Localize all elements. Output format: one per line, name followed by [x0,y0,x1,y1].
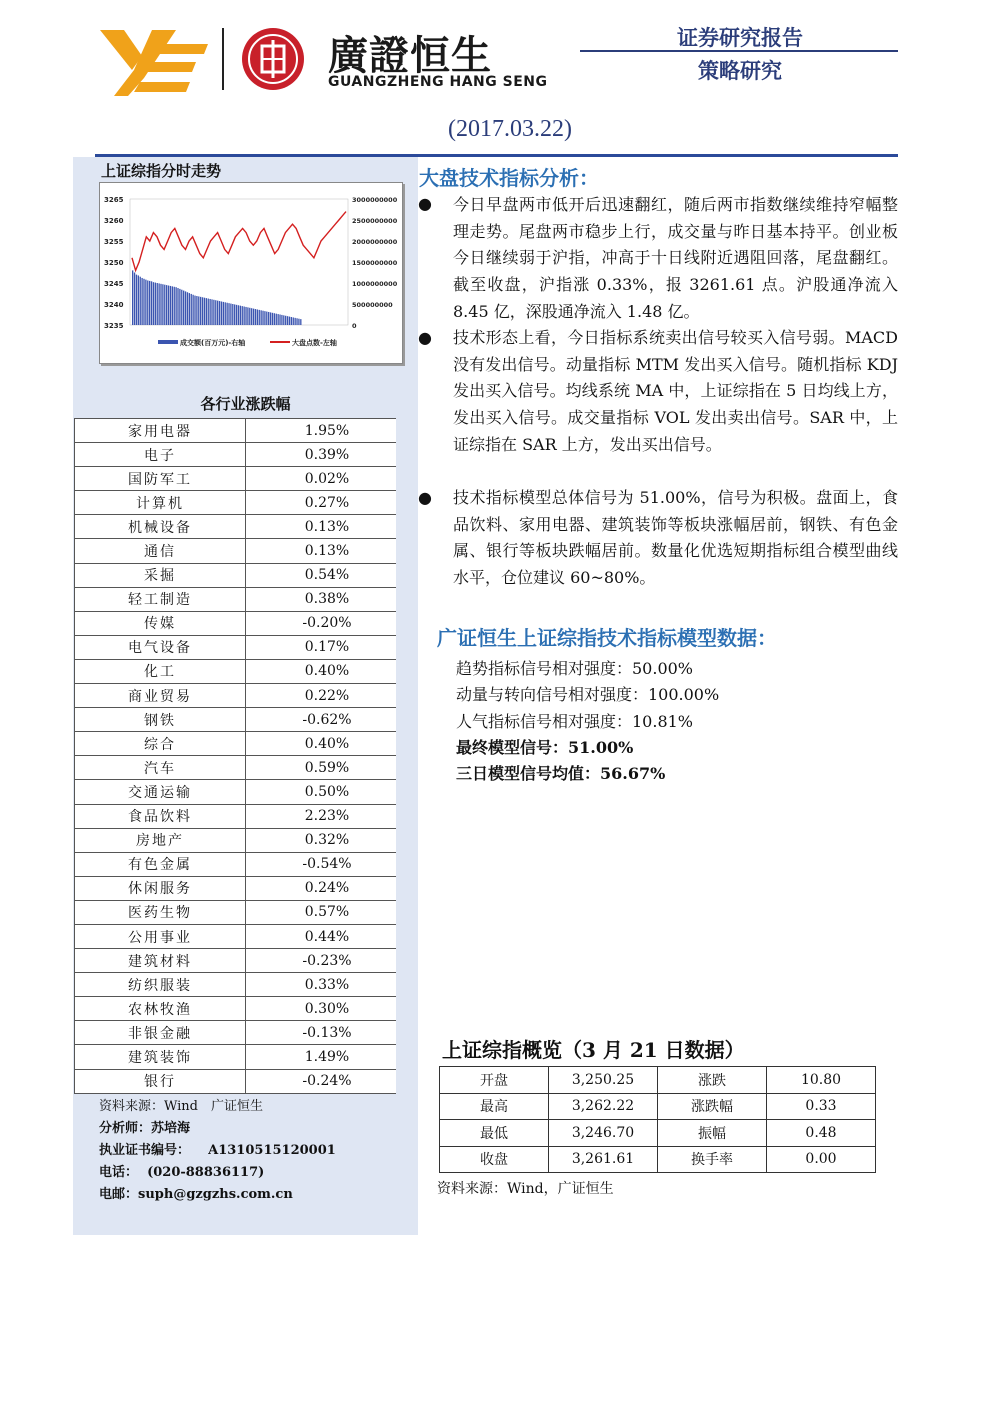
right-axis-tick-label: 0 [352,322,357,330]
table-row [75,1021,397,1045]
table-row [440,1146,876,1173]
left-source: 资料来源：Wind 广证恒生 [99,1099,263,1114]
volume-bar [283,315,284,325]
industry-change: -0.62% [246,708,397,732]
volume-bar [151,281,152,325]
report-subtype: 策略研究 [698,59,782,83]
right-source: 资料来源：Wind，广证恒生 [437,1181,614,1197]
table-row [75,563,397,587]
table-row [75,491,397,515]
industry-change: 0.30% [246,997,397,1021]
model-sentiment-strength: 人气指标信号相对强度：10.81% [456,712,694,731]
phone-line [99,1161,264,1180]
volume-bar [145,280,146,325]
cert-label: 执业证书编号： [99,1143,191,1158]
volume-bar [170,286,171,325]
table-row [75,852,397,876]
analysis-paragraph-1: 今日早盘两市低开后迅速翻红，随后两市指数继续维持窄幅整理走势。尾盘两市稳步上行，成交量与昨日基本持平。创业板今日继续弱于沪指，冲高于十日线附近遇阻回落，尾盘翻红。截至收盘，沪指涨 0.33%，报 3261.61 点。沪股通净流入 8.45 亿，深股通净流入 1.48 亿。 [453,195,898,321]
table-row [75,804,397,828]
overview-value: 0.00 [767,1146,876,1173]
volume-bar [289,317,290,325]
model-data-title: 广证恒生上证综指技术指标模型数据： [437,626,777,650]
volume-bar [238,305,239,325]
bullet-icon: ● [418,194,432,213]
analyst-line [99,1117,190,1136]
volume-bar [219,301,220,325]
industry-name: 通信 [75,539,246,563]
report-type: 证券研究报告 [677,26,803,50]
volume-bar [230,304,231,325]
email-label: 电邮： [99,1187,139,1202]
overview-value: 3,250.25 [549,1067,658,1094]
cert-line [99,1139,336,1158]
overview-value: 3,262.22 [549,1093,658,1120]
intraday-chart-svg [100,183,402,363]
left-axis-tick-label: 3250 [104,259,124,267]
volume-bar [259,310,260,325]
table-row [75,611,397,635]
volume-bar [274,313,275,325]
industry-change: 0.13% [246,515,397,539]
volume-bar [242,306,243,325]
volume-bar [189,293,190,325]
industry-change: 0.50% [246,780,397,804]
industry-change: -0.13% [246,1021,397,1045]
volume-bar [268,312,269,325]
model-momentum-strength: 动量与转向信号相对强度：100.00% [456,685,720,704]
left-axis-tick-label: 3245 [104,280,124,288]
phone-label: 电话： [99,1165,139,1180]
volume-bar [187,292,188,325]
overview-label: 换手率 [658,1146,767,1173]
overview-value: 0.48 [767,1120,876,1147]
table-row [75,708,397,732]
cert-number: A1310515120001 [208,1143,336,1158]
analyst-name: 苏培海 [151,1121,191,1136]
table-row [75,780,397,804]
volume-bar [147,280,148,325]
volume-bar [260,310,261,325]
volume-bar [277,314,278,325]
industry-name: 房地产 [75,828,246,852]
table-row [75,973,397,997]
table-row [75,900,397,924]
volume-bar [202,297,203,325]
industry-change: 1.49% [246,1045,397,1069]
right-axis-tick-label: 500000000 [352,301,393,309]
volume-bar [162,284,163,325]
volume-bar [225,302,226,325]
table-row [440,1067,876,1094]
industry-change: 0.44% [246,924,397,948]
industry-name: 综合 [75,732,246,756]
legend-volume-swatch [158,340,178,344]
industry-name: 电子 [75,443,246,467]
industry-name: 银行 [75,1069,246,1093]
overview-label: 收盘 [440,1146,549,1173]
volume-bar [158,283,159,325]
overview-title: 上证综指概览（3 月 21 日数据） [442,1038,745,1062]
volume-bar [206,298,207,325]
table-row [75,443,397,467]
overview-label: 涨跌 [658,1067,767,1094]
industry-change: 1.95% [246,419,397,443]
volume-bar [194,296,195,325]
overview-value: 0.33 [767,1093,876,1120]
phone-number: (020-88836117) [147,1165,265,1180]
table-row [75,467,397,491]
volume-bar [243,307,244,325]
volume-bar [255,309,256,325]
email-link[interactable]: suph@gzgzhs.com.cn [138,1187,293,1202]
analysis-paragraph-2: 技术形态上看，今日指标系统卖出信号较买入信号弱。MACD 没有发出信号。动量指标 MTM 发出买入信号。随机指标 KDJ 发出买入信号。均线系统 MA 中，上证综指在 5 日均线上方，发出买入信号。成交量指标 VOL 发出卖出信号。SAR 中，上证综指在 SAR 上方，发出买出信号。 [453,328,898,454]
volume-bar [221,301,222,325]
report-type-rule [580,50,898,52]
overview-label: 振幅 [658,1120,767,1147]
industry-change: 0.02% [246,467,397,491]
report-date: (2017.03.22) [448,116,572,142]
right-axis-tick-label: 3000000000 [352,196,398,204]
industry-name: 非银金融 [75,1021,246,1045]
left-axis-tick-label: 3265 [104,196,124,204]
volume-bar [296,318,297,325]
email-line [99,1183,293,1202]
volume-bar [132,270,133,325]
model-trend-strength: 趋势指标信号相对强度：50.00% [456,659,694,678]
volume-bar [183,291,184,325]
volume-bar [281,315,282,325]
volume-bar [136,275,137,325]
brand-name-cn: 廣證恒生 [328,33,492,79]
volume-bar [143,279,144,325]
table-row [75,1045,397,1069]
volume-bar [157,283,158,325]
table-row [75,587,397,611]
volume-bar [236,305,237,325]
volume-bar [266,312,267,325]
industry-change: 2.23% [246,804,397,828]
volume-bar [185,291,186,325]
table-row [75,659,397,683]
volume-bar [211,299,212,325]
left-axis-tick-label: 3260 [104,217,124,225]
overview-label: 开盘 [440,1067,549,1094]
industry-name: 商业贸易 [75,684,246,708]
industry-change: -0.24% [246,1069,397,1093]
volume-bar [247,307,248,325]
industry-name: 传媒 [75,611,246,635]
industry-name: 公用事业 [75,924,246,948]
intraday-chart [99,182,403,364]
seal-logo-icon [240,26,306,92]
table-row [75,924,397,948]
brand-name-en: GUANGZHENG HANG SENG [328,74,548,90]
left-axis-tick-label: 3255 [104,238,124,246]
volume-bar [153,282,154,325]
table-row [75,828,397,852]
table-row [75,515,397,539]
table-row [440,1093,876,1120]
overview-label: 涨跌幅 [658,1093,767,1120]
chart-title: 上证综指分时走势 [101,162,222,180]
volume-bar [177,288,178,325]
right-axis-tick-label: 2000000000 [352,238,398,246]
volume-bar [208,299,209,325]
volume-bar [276,314,277,325]
industry-name: 有色金属 [75,852,246,876]
industry-name: 计算机 [75,491,246,515]
volume-bar [234,304,235,325]
industry-change: 0.24% [246,876,397,900]
volume-bar [291,317,292,325]
industry-name: 家用电器 [75,419,246,443]
industry-name: 电气设备 [75,635,246,659]
analysis-paragraph-3: 技术指标模型总体信号为 51.00%，信号为积极。盘面上，食品饮料、家用电器、建筑装饰等板块涨幅居前，钢铁、有色金属、银行等板块跌幅居前。数量化优选短期指标组合模型曲线水平，仓位建议 60~80%。 [453,488,898,588]
volume-bar [196,296,197,325]
logo-divider [222,28,224,90]
industry-change: 0.32% [246,828,397,852]
table-row [75,949,397,973]
model-final-signal: 最终模型信号：51.00% [456,738,634,757]
table-row [75,539,397,563]
volume-bar [257,309,258,325]
table-row [75,997,397,1021]
ye-logo-icon [100,26,210,96]
volume-bar [168,286,169,325]
industry-name: 机械设备 [75,515,246,539]
volume-bar [172,286,173,325]
volume-bar [204,298,205,325]
volume-bar [240,306,241,325]
volume-bar [198,296,199,325]
volume-bar [232,304,233,325]
table-row [75,684,397,708]
bullet-icon: ● [418,488,432,507]
industry-name: 国防军工 [75,467,246,491]
volume-bar [264,311,265,325]
industry-change: 0.38% [246,587,397,611]
bullet-icon: ● [418,328,432,347]
overview-value: 3,261.61 [549,1146,658,1173]
volume-bar [213,300,214,325]
table-row [75,635,397,659]
volume-bar [217,301,218,325]
volume-bar [262,311,263,325]
overview-label: 最低 [440,1120,549,1147]
volume-bar [192,295,193,325]
industry-change: 0.40% [246,659,397,683]
industry-name: 交通运输 [75,780,246,804]
volume-bar [200,297,201,325]
industry-name: 建筑装饰 [75,1045,246,1069]
model-three-day-avg: 三日模型信号均值：56.67% [456,764,666,783]
volume-bar [293,317,294,325]
volume-bar [279,315,280,326]
left-axis-tick-label: 3235 [104,322,124,330]
table-row [440,1120,876,1147]
industry-change: 0.33% [246,973,397,997]
industry-name: 医药生物 [75,900,246,924]
industry-change: -0.20% [246,611,397,635]
industry-change: -0.23% [246,949,397,973]
volume-bar [249,308,250,325]
volume-bar [134,273,135,326]
table-row [75,756,397,780]
industry-name: 纺织服装 [75,973,246,997]
industry-table [74,418,396,1094]
volume-bar [175,287,176,325]
volume-bar [298,319,299,325]
volume-bar [166,285,167,325]
industry-change: 0.27% [246,491,397,515]
volume-bar [226,303,227,325]
left-axis-tick-label: 3240 [104,301,124,309]
volume-bar [160,284,161,325]
table-row [75,419,397,443]
overview-label: 最高 [440,1093,549,1120]
industry-change: 0.40% [246,732,397,756]
industry-change: 0.22% [246,684,397,708]
volume-bar [285,316,286,325]
volume-bar [270,312,271,325]
volume-bar [138,275,139,325]
overview-value: 10.80 [767,1067,876,1094]
overview-table [439,1066,876,1173]
volume-bar [140,277,141,325]
volume-bar [164,285,165,325]
volume-bar [228,303,229,325]
legend-index-label: 大盘点数-左轴 [292,339,337,347]
volume-bar [294,318,295,325]
industry-change: 0.54% [246,563,397,587]
volume-bar [272,313,273,325]
right-axis-tick-label: 1500000000 [352,259,398,267]
industry-name: 采掘 [75,563,246,587]
industry-name: 轻工制造 [75,587,246,611]
volume-bar [245,307,246,325]
analyst-label: 分析师： [99,1121,152,1136]
industry-change: -0.54% [246,852,397,876]
industry-change: 0.39% [246,443,397,467]
volume-bar [181,290,182,325]
right-axis-tick-label: 1000000000 [352,280,398,288]
table-row [75,732,397,756]
volume-bar [141,278,142,325]
industry-name: 食品饮料 [75,804,246,828]
volume-bar [223,302,224,325]
industry-name: 化工 [75,659,246,683]
volume-bar [253,309,254,325]
volume-bar [174,287,175,325]
volume-bar [155,283,156,325]
volume-bar [149,281,150,325]
volume-bar [179,289,180,325]
industry-name: 休闲服务 [75,876,246,900]
industry-name: 农林牧渔 [75,997,246,1021]
table-row [75,876,397,900]
tech-analysis-title: 大盘技术指标分析： [419,166,599,190]
overview-value: 3,246.70 [549,1120,658,1147]
industry-name: 建筑材料 [75,949,246,973]
right-axis-tick-label: 2500000000 [352,217,398,225]
volume-bar [251,308,252,325]
volume-bar [300,319,301,325]
volume-bar [287,316,288,325]
industry-change: 0.17% [246,635,397,659]
legend-volume-label: 成交额(百万元)-右轴 [180,339,246,347]
table-row [75,1069,397,1093]
industry-change: 0.13% [246,539,397,563]
industry-name: 钢铁 [75,708,246,732]
volume-bar [209,299,210,325]
industry-name: 汽车 [75,756,246,780]
volume-bar [215,300,216,325]
industry-change: 0.59% [246,756,397,780]
volume-bar [191,294,192,325]
industry-change: 0.57% [246,900,397,924]
industry-table-title: 各行业涨跌幅 [200,395,291,413]
